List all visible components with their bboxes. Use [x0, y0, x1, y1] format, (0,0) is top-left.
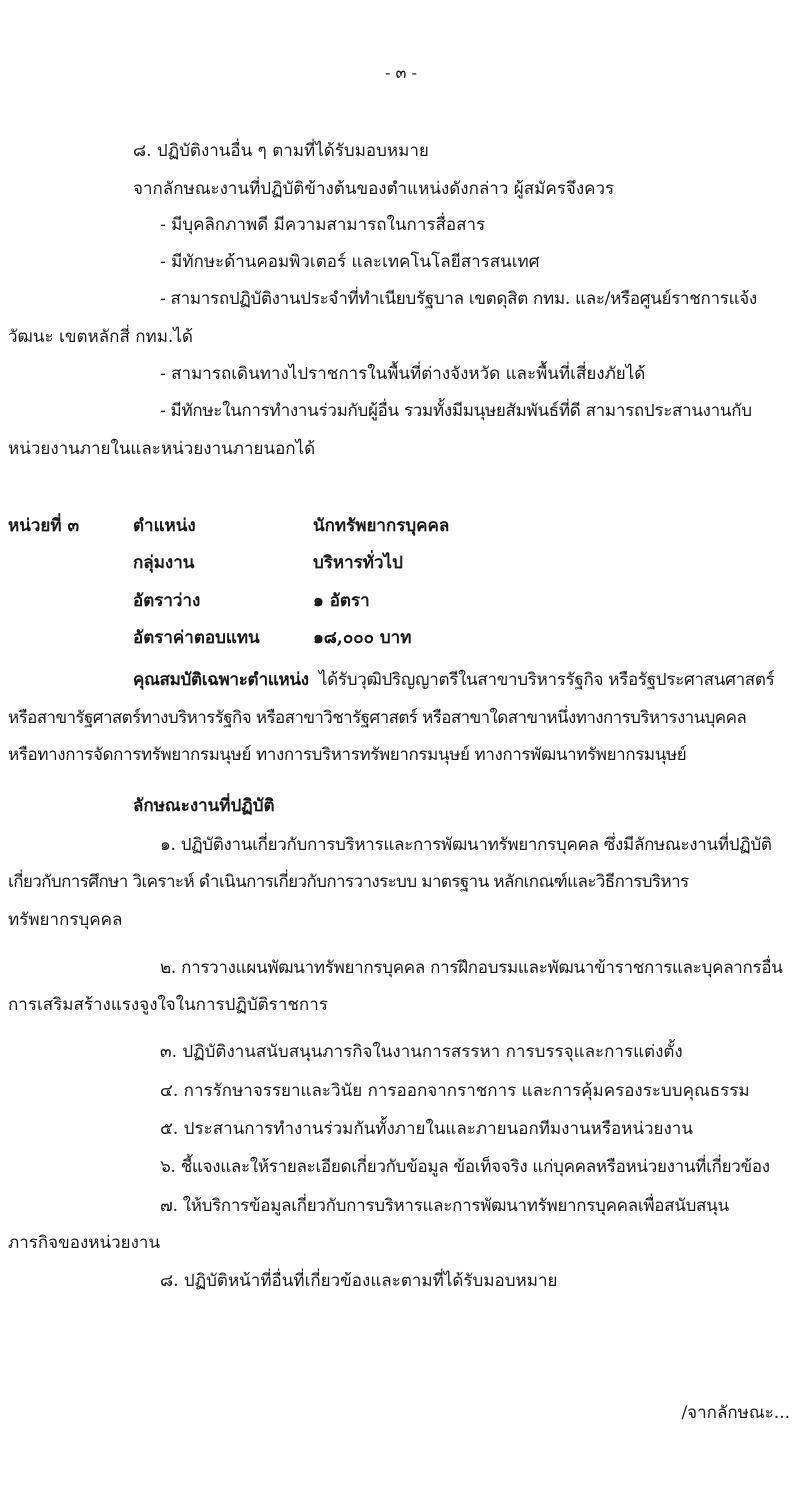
top-bullet-2: - มีทักษะด้านคอมพิวเตอร์ และเทคโนโลยีสารสนเทศ — [160, 252, 540, 272]
top-bullet-5: - มีทักษะในการทำงานร่วมกับผู้อื่น รวมทั้งมีมนุษยสัมพันธ์ที่ดี สามารถประสานงานกับ — [160, 401, 752, 421]
top-item-8: ๘. ปฏิบัติงานอื่น ๆ ตามที่ได้รับมอบหมาย — [133, 141, 429, 161]
qualifications-text-1: ได้รับวุฒิปริญญาตรีในสาขาบริหารรัฐกิจ หรือรัฐประศาสนศาสตร์ — [318, 670, 775, 690]
salary-value: ๑๘,๐๐๐ บาท — [313, 628, 412, 648]
duties-heading: ลักษณะงานที่ปฏิบัติ — [133, 796, 275, 816]
qualifications-heading: คุณสมบัติเฉพาะตำแหน่ง — [133, 670, 309, 690]
unit-label: หน่วยที่ ๓ — [8, 516, 80, 536]
duty-1-cont-2: ทรัพยากรบุคคล — [8, 910, 123, 930]
group-value: บริหารทั่วไป — [313, 553, 403, 573]
position-value: นักทรัพยากรบุคคล — [313, 516, 450, 536]
qualifications-line-2: หรือสาขารัฐศาสตร์ทางบริหารรัฐกิจ หรือสาขาวิชารัฐศาสตร์ หรือสาขาใดสาขาหนึ่งทางการบริหารงานบุคคล — [8, 708, 747, 728]
duty-1-cont: เกี่ยวกับการศึกษา วิเคราะห์ ดำเนินการเกี่ยวกับการวางระบบ มาตรฐาน หลักเกณฑ์และวิธีการบริหาร — [8, 872, 689, 892]
duty-3: ๓. ปฏิบัติงานสนับสนุนภารกิจในงานการสรรหา การบรรจุและการแต่งตั้ง — [160, 1042, 683, 1062]
group-label: กลุ่มงาน — [133, 553, 195, 573]
duty-4: ๔. การรักษาจรรยาและวินัย การออกจากราชการ และการคุ้มครองระบบคุณธรรม — [160, 1081, 750, 1101]
page-number: - ๓ - — [385, 63, 417, 82]
duty-6: ๖. ชี้แจงและให้รายละเอียดเกี่ยวกับข้อมูล ข้อเท็จจริง แก่บุคคลหรือหน่วยงานที่เกี่ยวข้อง — [160, 1157, 770, 1177]
top-bullet-3: - สามารถปฏิบัติงานประจำที่ทำเนียบรัฐบาล เขตดุสิต กทม. และ/หรือศูนย์ราชการแจ้ง — [160, 289, 757, 309]
top-intro: จากลักษณะงานที่ปฏิบัติข้างต้นของตำแหน่งดังกล่าว ผู้สมัครจึงควร — [133, 179, 615, 199]
duty-8: ๘. ปฏิบัติหน้าที่อื่นที่เกี่ยวข้องและตามที่ได้รับมอบหมาย — [160, 1271, 558, 1291]
position-label: ตำแหน่ง — [133, 516, 196, 536]
continuation-footer: /จากลักษณะ... — [681, 1403, 790, 1423]
duty-2: ๒. การวางแผนพัฒนาทรัพยากรบุคคล การฝึกอบรมและพัฒนาข้าราชการและบุคลากรอื่น — [160, 958, 783, 978]
qualifications-line-1 — [133, 669, 774, 691]
duty-7-cont: ภารกิจของหน่วยงาน — [8, 1233, 161, 1253]
duty-5: ๕. ประสานการทำงานร่วมกันทั้งภายในและภายนอกทีมงานหรือหน่วยงาน — [160, 1119, 693, 1139]
duty-1: ๑. ปฏิบัติงานเกี่ยวกับการบริหารและการพัฒนาทรัพยากรบุคคล ซึ่งมีลักษณะงานที่ปฏิบัติ — [160, 835, 772, 855]
top-bullet-4: - สามารถเดินทางไปราชการในพื้นที่ต่างจังหวัด และพื้นที่เสี่ยงภัยได้ — [160, 364, 646, 384]
duty-7: ๗. ให้บริการข้อมูลเกี่ยวกับการบริหารและการพัฒนาทรัพยากรบุคคลเพื่อสนับสนุน — [160, 1196, 729, 1216]
top-bullet-5-cont: หน่วยงานภายในและหน่วยงานภายนอกได้ — [8, 439, 316, 459]
duty-2-cont: การเสริมสร้างแรงจูงใจในการปฏิบัติราชการ — [8, 995, 328, 1015]
top-bullet-1: - มีบุคลิกภาพดี มีความสามารถในการสื่อสาร — [160, 215, 486, 235]
qualifications-line-3: หรือทางการจัดการทรัพยากรมนุษย์ ทางการบริหารทรัพยากรมนุษย์ ทางการพัฒนาทรัพยากรมนุษย์ — [8, 745, 687, 765]
vacancy-value: ๑ อัตรา — [313, 591, 370, 611]
top-bullet-3-cont: วัฒนะ เขตหลักสี่ กทม.ได้ — [8, 327, 193, 347]
salary-label: อัตราค่าตอบแทน — [133, 628, 260, 648]
vacancy-label: อัตราว่าง — [133, 591, 201, 611]
